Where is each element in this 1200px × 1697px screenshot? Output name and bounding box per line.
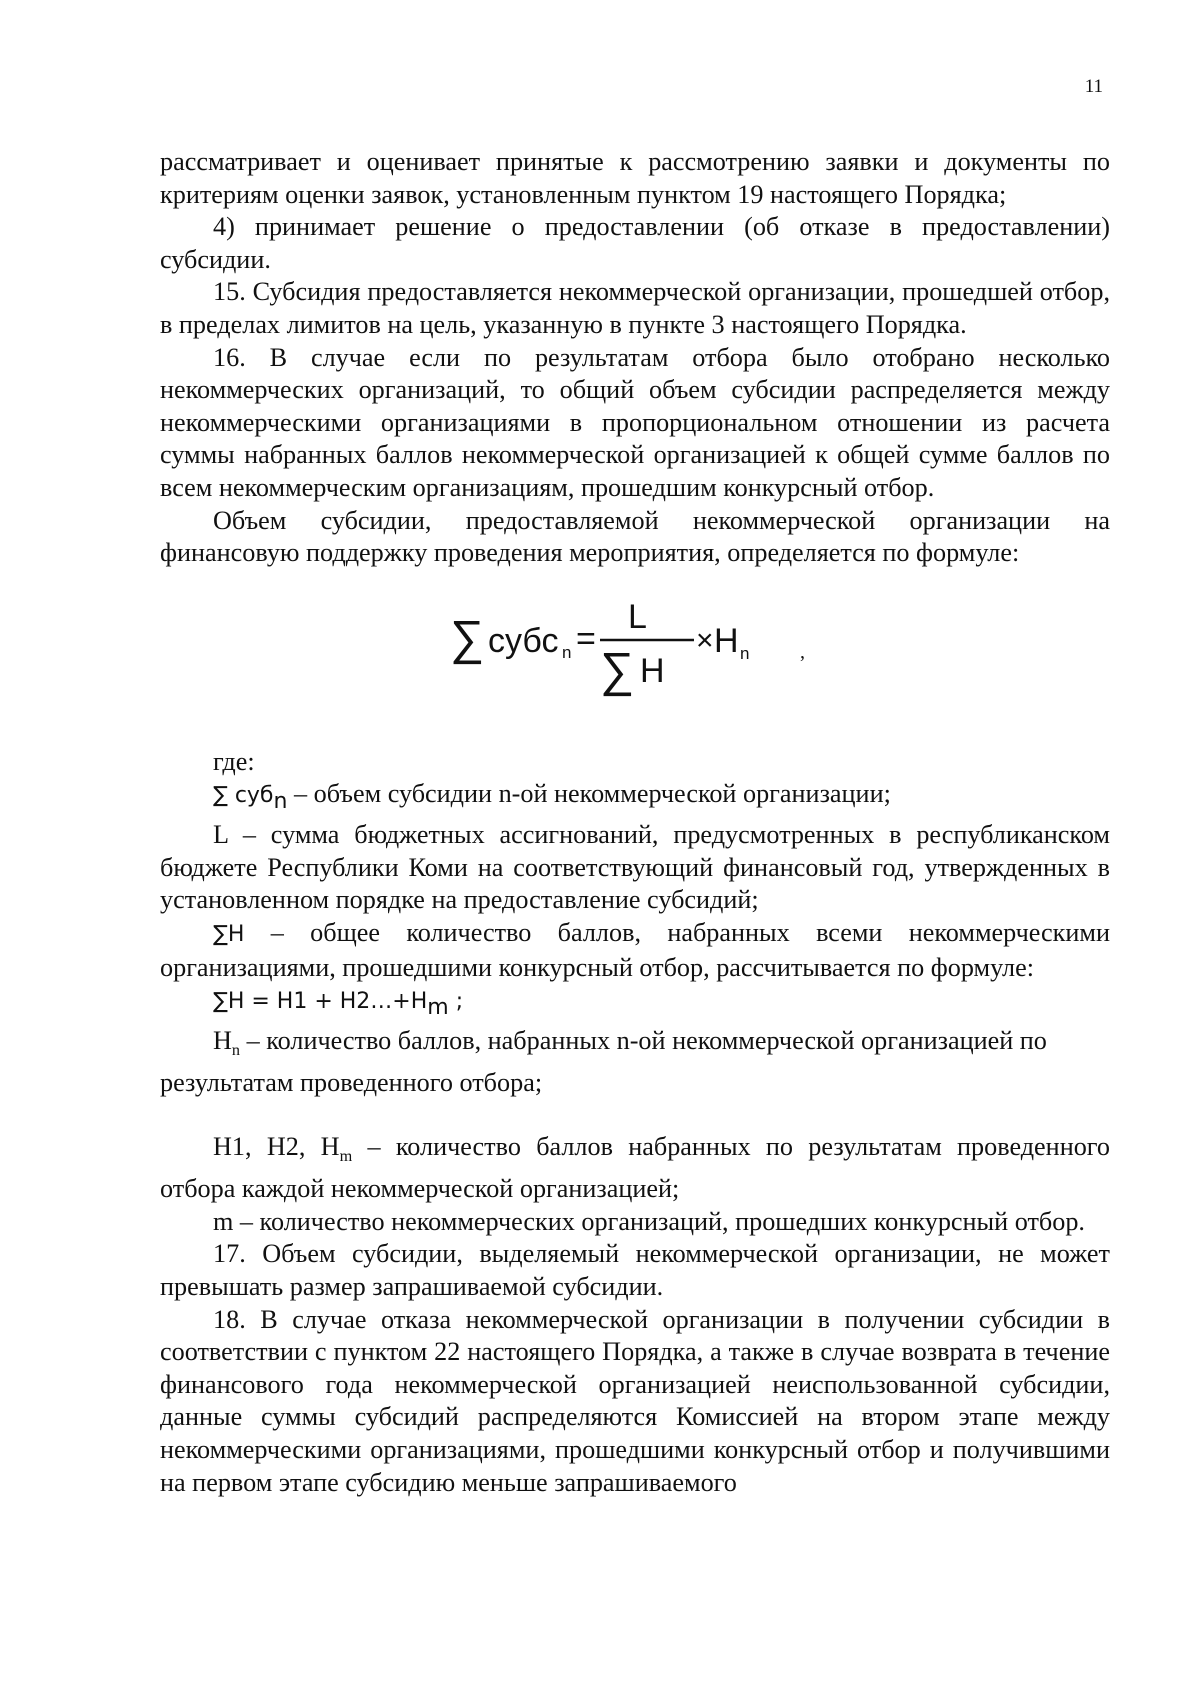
paragraph: 4) принимает решение о предоставлении (об отказе в предоставлении) субсидии. (160, 212, 1110, 274)
paragraph: 17. Объем субсидии, выделяемый некоммерческой организации, не может превышать размер запрашиваемой субсидии. (160, 1239, 1110, 1301)
formula-denominator-text: Н (640, 651, 665, 690)
definition-text: – количество баллов, набранных n-ой некоммерческой организацией по результатам проведенного отбора; (160, 1025, 1047, 1097)
definition-m: m – количество некоммерческих организаций, прошедших конкурсный отбор. (213, 1206, 1085, 1236)
paragraph: 15. Субсидия предоставляется некоммерческой организации, прошедшей отбор, в пределах лимитов на цель, указанную в пункте 3 настоящего Порядка. (160, 277, 1110, 339)
definition-H12 (160, 1131, 1110, 1205)
sum-symbol: ∑ суб (213, 783, 274, 809)
formula-rhs-text: Н (714, 621, 739, 660)
definition-text: – количество баллов набранных по результатам проведенного отбора каждой некоммерческой организацией; (160, 1132, 1110, 1204)
page-number: 11 (1084, 76, 1103, 97)
sum-symbol: ∑Н (213, 921, 245, 947)
formula-lhs-text: субс (488, 621, 559, 660)
formula-equals: = (576, 619, 596, 658)
formula-comma: , (800, 640, 805, 663)
paragraph: 18. В случае отказа некоммерческой организации в получении субсидии в соответствии с пунктом 22 настоящего Порядка, а также в случае возврата в течение финансового года некоммерческой организацией неиспользованной субсидии, данные суммы субсидий распределяются Комиссией на втором этапе между некоммерческими организациями, прошедшими конкурсный отбор и получившими на первом этапе субсидию меньше запрашиваемого (160, 1304, 1110, 1497)
sum-formula-main: ∑Н = Н1 + Н2…+Н (213, 989, 428, 1015)
formula-rhs-index: n (740, 643, 750, 663)
formula-denominator-sum: ∑ (600, 643, 635, 697)
formula-image (450, 586, 810, 706)
definition-symbol: Н (213, 1025, 232, 1055)
document-body (160, 146, 1110, 1499)
formula-times: × (696, 623, 714, 657)
definition-symbol: Н1, Н2, Н (213, 1132, 340, 1162)
subscript: m (427, 995, 449, 1021)
formula-lhs-index: n (562, 642, 572, 662)
formula-lhs-sum: ∑ (450, 611, 485, 665)
definition-text: – общее количество баллов, набранных всеми некоммерческими организациями, прошедшими конкурсный отбор, рассчитывается по формуле: (160, 917, 1110, 982)
subscript: n (273, 789, 288, 815)
subscript: m (339, 1147, 353, 1166)
definition-L: L – сумма бюджетных ассигнований, предусмотренных в республиканском бюджете Республики Коми на соответствующий финансовый год, утвержденных в установленном порядке на предоставление субсидий; (160, 820, 1110, 915)
subsidy-formula (160, 570, 1110, 746)
definition-text: – объем субсидии n-ой некоммерческой организации; (287, 779, 891, 809)
paragraph: рассматривает и оценивает принятые к рассмотрению заявки и документы по критериям оценки заявок, установленным пунктом 19 настоящего Порядка; (160, 147, 1110, 209)
definition-H (160, 917, 1110, 984)
sum-formula-end: ; (448, 989, 464, 1015)
definition-sub (160, 778, 1110, 819)
blank-line (160, 1099, 1110, 1131)
paragraph: Объем субсидии, предоставляемой некоммерческой организации на финансовую поддержку проведения мероприятия, определяется по формуле: (160, 505, 1110, 568)
subscript: n (231, 1041, 241, 1060)
paragraph-where: где: (213, 746, 255, 776)
definition-Hn (160, 1025, 1110, 1099)
formula-numerator: L (628, 597, 647, 636)
sum-formula (160, 984, 1110, 1025)
paragraph: 16. В случае если по результатам отбора было отобрано несколько некоммерческих организаций, то общий объем субсидии распределяется между некоммерческими организациями в пропорциональном отношении из расчета суммы набранных баллов некоммерческой организацией к общей сумме баллов по всем некоммерческим организациям, прошедшим конкурсный отбор. (160, 342, 1110, 502)
